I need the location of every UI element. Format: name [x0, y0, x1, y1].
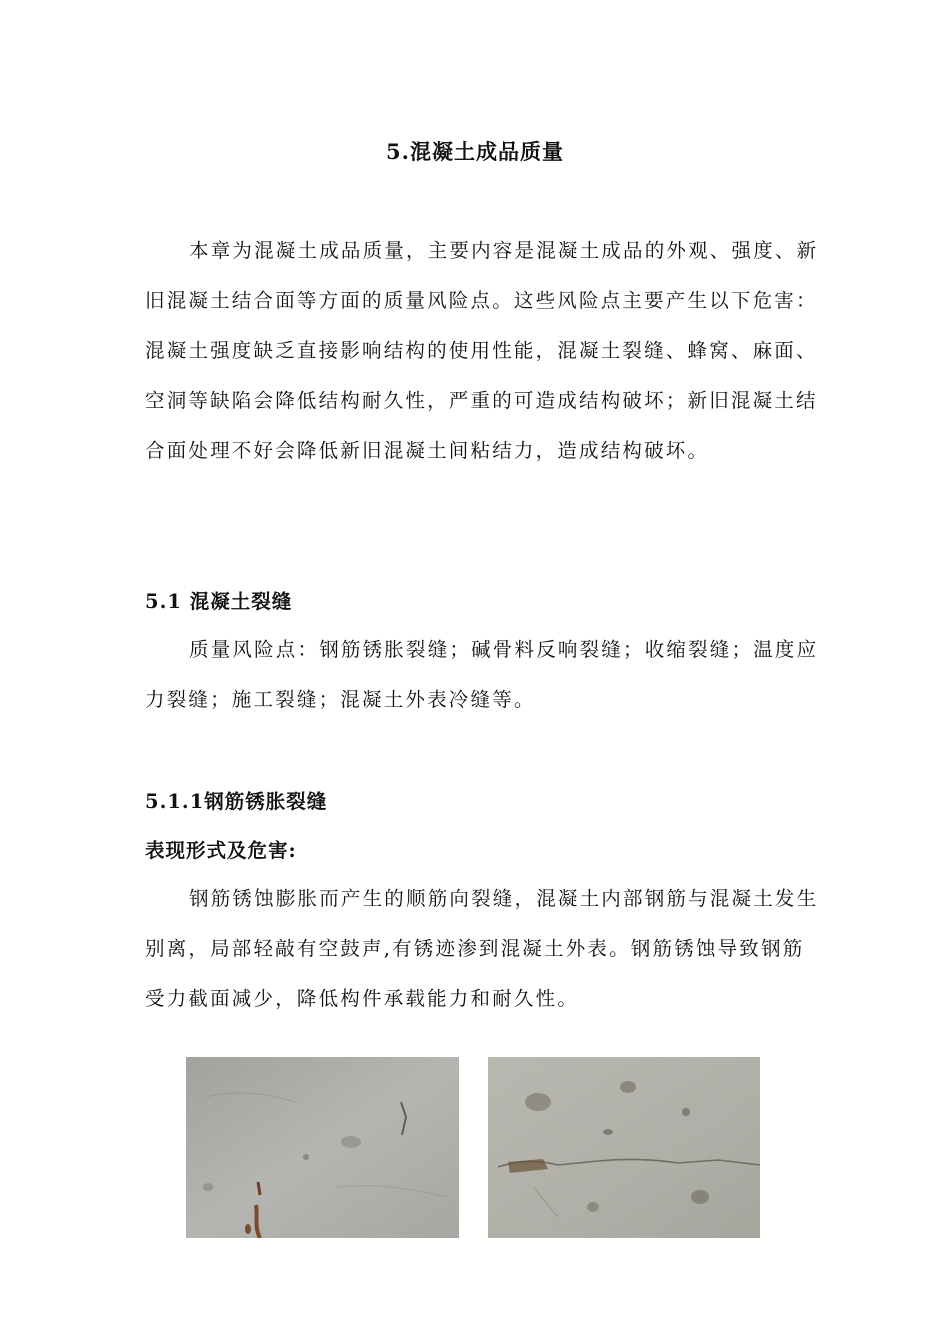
concrete-rust-stain-photo	[186, 1057, 459, 1238]
chapter-title: 5.混凝土成品质量	[386, 139, 564, 164]
section-5-1-heading: 5.1 混凝土裂缝	[145, 590, 293, 613]
section-5-1-risk-points: 质量风险点：钢筋锈胀裂缝；碱骨料反响裂缝；收缩裂缝；温度应力裂缝；施工裂缝；混凝土外表冷缝等。	[145, 638, 819, 711]
section-5-1-1-description: 钢筋锈蚀膨胀而产生的顺筋向裂缝，混凝土内部钢筋与混凝土发生别离，局部轻敲有空鼓声,有锈迹渗到混凝土外表。钢筋锈蚀导致钢筋受力截面减少，降低构件承载能力和耐久性。	[145, 887, 819, 1010]
section-5-1-1-heading: 5.1.1钢筋锈胀裂缝	[145, 790, 328, 813]
chapter-intro-paragraph: 本章为混凝土成品质量，主要内容是混凝土成品的外观、强度、新旧混凝土结合面等方面的质量风险点。这些风险点主要产生以下危害：混凝土强度缺乏直接影响结构的使用性能，混凝土裂缝、蜂窝、麻面、空洞等缺陷会降低结构耐久性，严重的可造成结构破坏；新旧混凝土结合面处理不好会降低新旧混凝土间粘结力，造成结构破坏。	[145, 239, 819, 462]
section-5-1-1-subheading: 表现形式及危害:	[145, 839, 297, 862]
concrete-crack-photo	[488, 1057, 760, 1238]
